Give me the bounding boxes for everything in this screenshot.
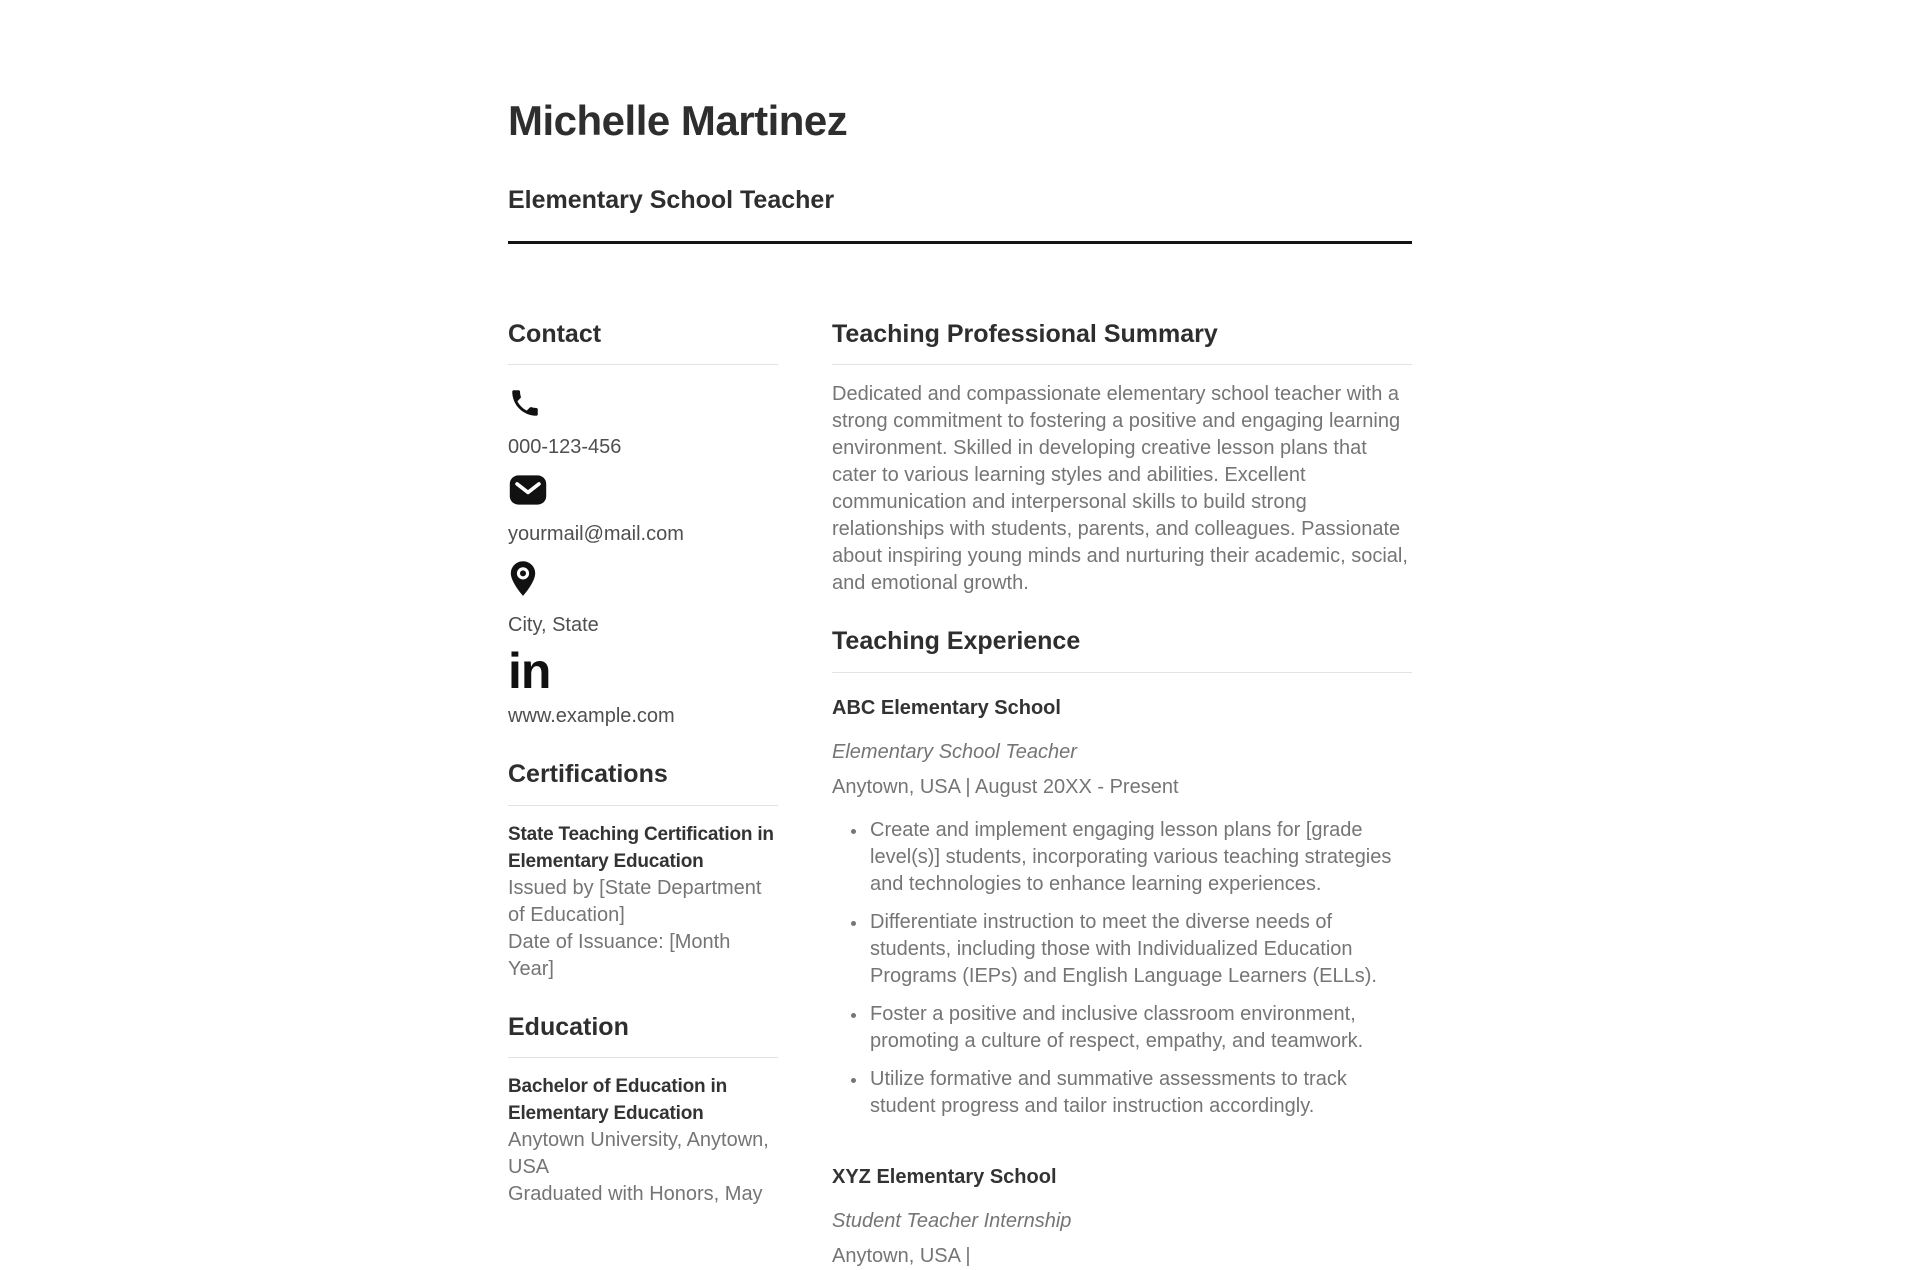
certification-title: State Teaching Certification in Elementary Education xyxy=(508,823,774,872)
email-icon xyxy=(508,473,778,507)
linkedin-icon: in xyxy=(508,643,551,700)
contact-heading: Contact xyxy=(508,318,778,366)
contact-item-phone xyxy=(508,386,778,461)
education-note: Graduated with Honors, May xyxy=(508,1183,763,1206)
job-employer: ABC Elementary School xyxy=(832,696,1061,719)
header-divider xyxy=(508,241,1412,244)
person-job-title: Elementary School Teacher xyxy=(508,186,835,215)
job-bullet: • Create and implement engaging lesson plans for [grade level(s)] students, incorporating various teaching strategies and technologies to enhance learning experiences. xyxy=(868,817,1412,898)
certifications-section xyxy=(508,758,778,983)
job-entry xyxy=(832,695,1412,1120)
resume-page xyxy=(508,0,1412,1270)
summary-heading: Teaching Professional Summary xyxy=(832,318,1412,366)
main-column xyxy=(832,318,1412,1270)
summary-text: Dedicated and compassionate elementary school teacher with a strong commitment to fostering a positive and engaging learning environment. Skilled in developing creative lesson plans that cater to various learning styles and abilities. Excellent communication and interpersonal skills to build strong relationships with students, parents, and colleagues. Passionate about inspiring young minds and nurturing their academic, social, and emotional growth. xyxy=(832,383,1408,595)
website-value: www.example.com xyxy=(508,705,675,728)
content-columns xyxy=(508,318,1412,1270)
job-bullet: • Foster a positive and inclusive classroom environment, promoting a culture of respect, empathy, and teamwork. xyxy=(868,1001,1412,1055)
job-bullet: • Differentiate instruction to meet the diverse needs of students, including those with Individualized Education Programs (IEPs) and English Language Learners (ELLs). xyxy=(868,909,1412,990)
certification-issuer: Issued by [State Department of Education] xyxy=(508,876,762,926)
job-location-dates: Anytown, USA | August 20XX - Present xyxy=(832,775,1179,798)
contact-list xyxy=(508,386,778,730)
job-bullet-list xyxy=(832,817,1412,1120)
sidebar-column xyxy=(508,318,778,1270)
location-icon xyxy=(508,560,778,598)
phone-value: 000-123-456 xyxy=(508,436,622,459)
job-bullet: • Utilize formative and summative assessments to track student progress and tailor instruction accordingly. xyxy=(868,1066,1412,1120)
location-value: City, State xyxy=(508,614,599,637)
email-value: yourmail@mail.com xyxy=(508,523,684,546)
contact-section xyxy=(508,318,778,731)
phone-icon xyxy=(508,386,778,420)
job-role: Elementary School Teacher xyxy=(832,740,1077,763)
certification-date: Date of Issuance: [Month Year] xyxy=(508,930,731,980)
experience-heading: Teaching Experience xyxy=(832,625,1412,673)
summary-section xyxy=(832,318,1412,598)
education-school: Anytown University, Anytown, USA xyxy=(508,1129,769,1179)
job-role: Student Teacher Internship xyxy=(832,1209,1072,1232)
contact-item-location xyxy=(508,560,778,639)
education-entry xyxy=(508,1073,778,1208)
job-entry xyxy=(832,1164,1412,1270)
experience-section xyxy=(832,625,1412,1270)
certification-entry xyxy=(508,821,778,983)
education-section xyxy=(508,1011,778,1209)
job-location-dates: Anytown, USA | xyxy=(832,1244,971,1267)
education-degree: Bachelor of Education in Elementary Education xyxy=(508,1076,727,1125)
contact-item-email xyxy=(508,473,778,548)
education-heading: Education xyxy=(508,1011,778,1059)
person-name: Michelle Martinez xyxy=(508,97,848,144)
job-employer: XYZ Elementary School xyxy=(832,1165,1057,1188)
certifications-heading: Certifications xyxy=(508,758,778,806)
contact-item-website xyxy=(508,643,778,730)
